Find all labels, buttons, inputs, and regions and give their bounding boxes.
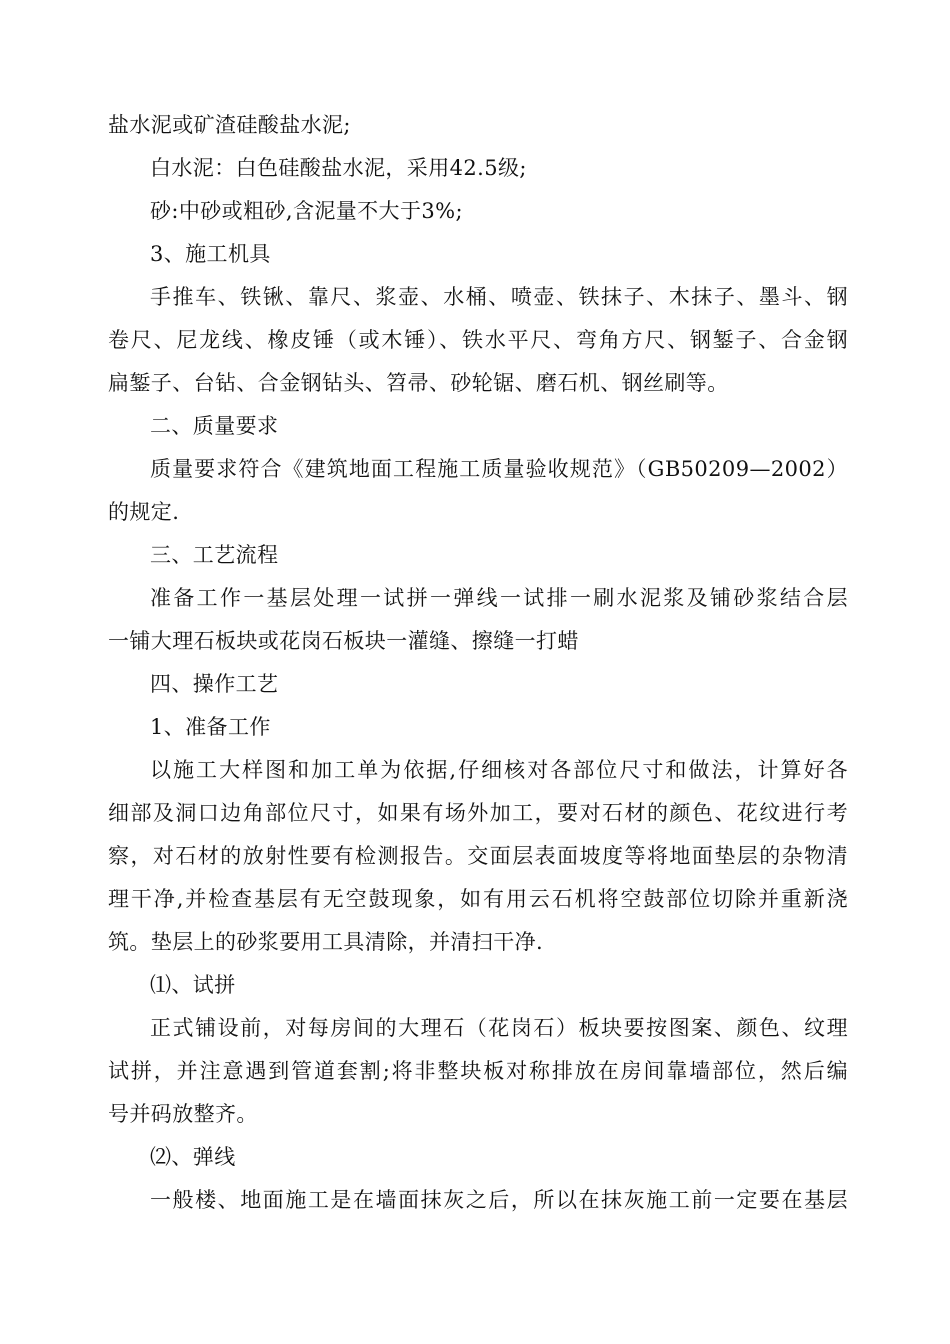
text-line: 以施工大样图和加工单为依据,仔细核对各部位尺寸和做法，计算好各: [150, 758, 848, 782]
text-line: 试拼，并注意遇到管道套割;将非整块板对称排放在房间靠墙部位，然后编: [108, 1059, 848, 1083]
text-line: 一铺大理石板块或花岗石板块一灌缝、擦缝一打蜡: [108, 629, 579, 653]
text-line: 筑。垫层上的砂浆要用工具清除，并清扫干净.: [108, 930, 544, 954]
text-line: 盐水泥或矿渣硅酸盐水泥;: [108, 113, 351, 137]
text-line: 手推车、铁锹、靠尺、浆壶、水桶、喷壶、铁抹子、木抹子、墨斗、钢: [150, 285, 848, 309]
text-line: 号并码放整齐。: [108, 1102, 258, 1126]
section-heading: 3、施工机具: [150, 242, 271, 266]
text-line: 的规定.: [108, 500, 180, 524]
text-line: 扁錾子、台钻、合金钢钻头、笤帚、砂轮锯、磨石机、钢丝刷等。: [108, 371, 729, 395]
text-line: 察，对石材的放射性要有检测报告。交面层表面坡度等将地面垫层的杂物清: [108, 844, 848, 868]
subsection-heading: 1、准备工作: [150, 715, 271, 739]
text-line: 白水泥：白色硅酸盐水泥，采用42.5级;: [150, 156, 527, 180]
text-line: 卷尺、尼龙线、橡皮锤（或木锤）、铁水平尺、弯角方尺、钢錾子、合金钢: [108, 328, 848, 352]
text-line: 质量要求符合《建筑地面工程施工质量验收规范》（GB50209—2002）: [150, 457, 848, 481]
text-line: 理干净,并检查基层有无空鼓现象，如有用云石机将空鼓部位切除并重新浇: [108, 887, 848, 911]
subsection-heading: ⑵、弹线: [150, 1145, 236, 1169]
section-heading: 三、工艺流程: [150, 543, 279, 567]
document-body: [108, 104, 848, 1222]
text-line: 一般楼、地面施工是在墙面抹灰之后，所以在抹灰施工前一定要在基层: [150, 1188, 848, 1212]
text-line: 正式铺设前，对每房间的大理石（花岗石）板块要按图案、颜色、纹理: [150, 1016, 848, 1040]
section-heading: 四、操作工艺: [150, 672, 279, 696]
text-line: 细部及洞口边角部位尺寸，如果有场外加工，要对石材的颜色、花纹进行考: [108, 801, 848, 825]
text-line: 砂:中砂或粗砂,含泥量不大于3%;: [150, 199, 463, 223]
subsection-heading: ⑴、试拼: [150, 973, 236, 997]
text-line: 准备工作一基层处理一试拼一弹线一试排一刷水泥浆及铺砂浆结合层: [150, 586, 848, 610]
section-heading: 二、质量要求: [150, 414, 279, 438]
